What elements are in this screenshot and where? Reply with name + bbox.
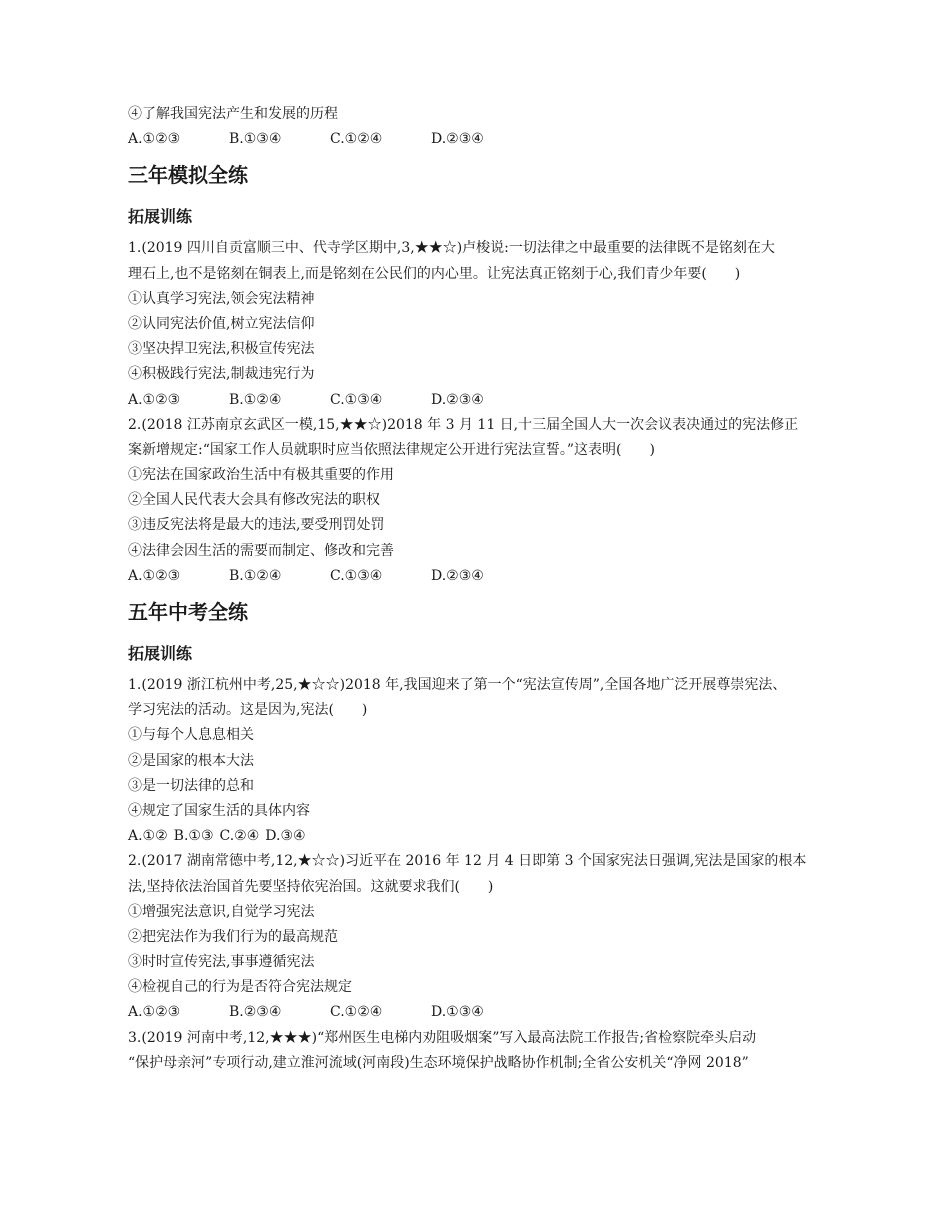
question-stem-line: 理石上,也不是铭刻在铜表上,而是铭刻在公民们的内心里。让宪法真正铭刻于心,我们青少年要( ) bbox=[128, 265, 741, 282]
statement-item: ④检视自己的行为是否符合宪法规定 bbox=[128, 979, 352, 996]
option-c: C.①③④ bbox=[330, 391, 383, 408]
question-stem-line: “保护母亲河”专项行动,建立淮河流域(河南段)生态环境保护战略协作机制;全省公安机关“净网 2018” bbox=[128, 1054, 749, 1071]
option-a: A.①②③ bbox=[128, 391, 181, 408]
answer-options bbox=[128, 564, 840, 589]
option-b: B.①②④ bbox=[229, 391, 282, 408]
question-2 bbox=[128, 413, 840, 589]
intro-options bbox=[128, 127, 840, 152]
option-a: A.①② bbox=[128, 828, 168, 845]
question-1 bbox=[128, 236, 840, 412]
statement-item: ①宪法在国家政治生活中有极其重要的作用 bbox=[128, 467, 394, 484]
option-b: B.①②④ bbox=[229, 567, 282, 584]
statement-item: ①增强宪法意识,自觉学习宪法 bbox=[128, 903, 315, 920]
answer-options bbox=[128, 1000, 840, 1025]
statement-item: ③是一切法律的总和 bbox=[128, 777, 254, 794]
statement-item: ②认同宪法价值,树立宪法信仰 bbox=[128, 315, 315, 332]
statement-item: ④法律会因生活的需要而制定、修改和完善 bbox=[128, 542, 394, 559]
statement-item: ④规定了国家生活的具体内容 bbox=[128, 802, 310, 819]
option-a: A.①②③ bbox=[128, 1004, 181, 1021]
answer-options bbox=[128, 388, 840, 413]
statement-item: ②全国人民代表大会具有修改宪法的职权 bbox=[128, 492, 380, 509]
section-title: 三年模拟全练 bbox=[128, 163, 248, 188]
question-stem-line: 2.(2017 湖南常德中考,12,★☆☆)习近平在 2016 年 12 月 4 日即第 3 个国家宪法日强调,宪法是国家的根本 bbox=[128, 853, 807, 870]
question-3 bbox=[128, 1026, 840, 1076]
answer-options bbox=[128, 824, 840, 849]
question-stem-line: 法,坚持依法治国首先要坚持依宪治国。这就要求我们( ) bbox=[128, 878, 494, 895]
section-title: 五年中考全练 bbox=[128, 600, 248, 624]
statement-item: ①与每个人息息相关 bbox=[128, 727, 254, 744]
option-d: D.③④ bbox=[265, 828, 306, 845]
question-1 bbox=[128, 673, 840, 849]
option-c: C.①③④ bbox=[330, 567, 383, 584]
question-stem-line: 1.(2019 浙江杭州中考,25,★☆☆)2018 年,我国迎来了第一个“宪法宣传周”,全国各地广泛开展尊崇宪法、 bbox=[128, 677, 787, 693]
option-c: C.②④ bbox=[219, 828, 260, 845]
option-b: B.②③④ bbox=[229, 1004, 282, 1021]
question-stem-line: 1.(2019 四川自贡富顺三中、代寺学区期中,3,★★☆)卢梭说:一切法律之中最重要的法律既不是铭刻在大 bbox=[128, 240, 775, 257]
question-stem-line: 2.(2018 江苏南京玄武区一模,15,★★☆)2018 年 3 月 11 日,十三届全国人大一次会议表决通过的宪法修正 bbox=[128, 416, 799, 433]
statement-item: ①认真学习宪法,领会宪法精神 bbox=[128, 290, 315, 307]
option-b: B.①③ bbox=[173, 828, 214, 845]
option-d: D.①③④ bbox=[431, 1004, 484, 1021]
document-page bbox=[128, 102, 840, 1076]
option-b: B.①③④ bbox=[229, 131, 282, 148]
statement-item: ④积极践行宪法,制裁违宪行为 bbox=[128, 366, 315, 383]
option-c: C.①②④ bbox=[330, 131, 383, 148]
question-stem-line: 案新增规定:“国家工作人员就职时应当依照法律规定公开进行宪法宣誓。”这表明( ) bbox=[128, 441, 655, 458]
question-2 bbox=[128, 849, 840, 1025]
option-a: A.①②③ bbox=[128, 567, 181, 584]
option-d: D.②③④ bbox=[431, 131, 484, 148]
statement-item: ③时时宣传宪法,事事遵循宪法 bbox=[128, 954, 315, 971]
question-stem-line: 3.(2019 河南中考,12,★★★)“郑州医生电梯内劝阻吸烟案”写入最高法院工作报告;省检察院牵头启动 bbox=[128, 1029, 757, 1046]
section-subtitle: 拓展训练 bbox=[128, 644, 193, 663]
option-d: D.②③④ bbox=[431, 391, 484, 408]
option-a: A.①②③ bbox=[128, 131, 181, 148]
question-stem-line: 学习宪法的活动。这是因为,宪法( ) bbox=[128, 702, 368, 719]
statement-item: ②把宪法作为我们行为的最高规范 bbox=[128, 928, 338, 945]
statement-item: ②是国家的根本大法 bbox=[128, 752, 254, 769]
option-c: C.①②④ bbox=[330, 1004, 383, 1021]
statement-item: ③违反宪法将是最大的违法,要受刑罚处罚 bbox=[128, 517, 385, 534]
section-subtitle: 拓展训练 bbox=[128, 207, 193, 227]
option-d: D.②③④ bbox=[431, 567, 484, 584]
intro-item-4: ④了解我国宪法产生和发展的历程 bbox=[128, 106, 338, 122]
statement-item: ③坚决捍卫宪法,积极宣传宪法 bbox=[128, 341, 315, 358]
